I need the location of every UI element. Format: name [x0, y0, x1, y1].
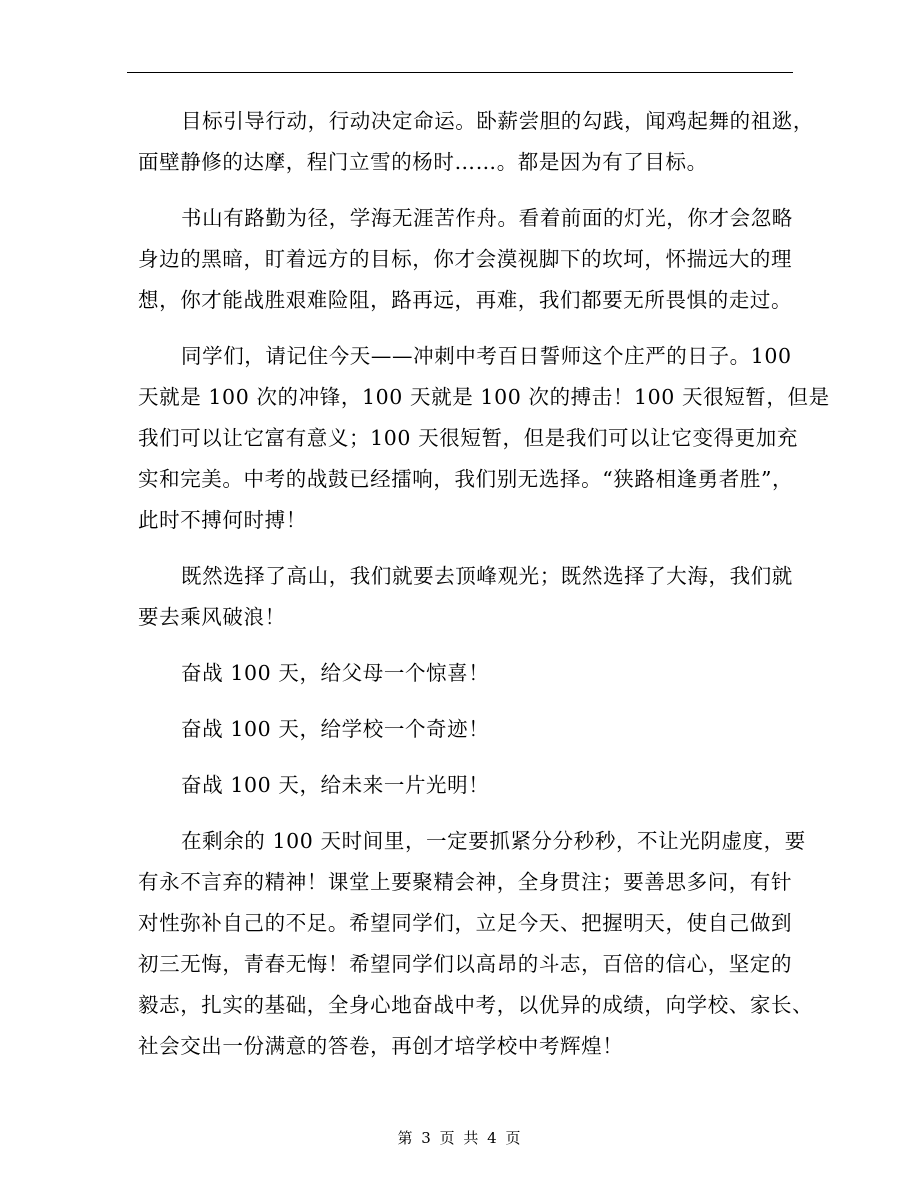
- text-line: 我们可以让它富有意义；100 天很短暂，但是我们可以让它变得更加充: [138, 426, 798, 450]
- header-rule: [127, 72, 793, 73]
- text-line: 在剩余的 100 天时间里，一定要抓紧分分秒秒，不让光阴虚度，要: [181, 829, 806, 853]
- text-line: 实和完美。中考的战鼓已经擂响，我们别无选择。“狭路相逢勇者胜”，: [138, 467, 794, 491]
- text-line: 初三无悔，青春无悔！希望同学们以高昂的斗志，百倍的信心，坚定的: [138, 952, 793, 976]
- page-number: 第 3 页 共 4 页: [397, 1129, 523, 1147]
- text-line: 奋战 100 天，给父母一个惊喜！: [181, 661, 490, 685]
- text-line: 毅志，扎实的基础，全身心地奋战中考，以优异的成绩，向学校、家长、: [138, 993, 814, 1017]
- text-line: 天就是 100 次的冲锋，100 天就是 100 次的搏击！100 天很短暂，但是: [138, 385, 830, 409]
- text-line: 同学们，请记住今天——冲刺中考百日誓师这个庄严的日子。100: [181, 344, 792, 368]
- text-line: 面壁静修的达摩，程门立雪的杨时……。都是因为有了目标。: [138, 150, 708, 174]
- text-line: 身边的黑暗，盯着远方的目标，你才会漠视脚下的坎坷，怀揣远大的理: [138, 247, 793, 271]
- text-line: 此时不搏何时搏！: [138, 508, 307, 532]
- text-line: 奋战 100 天，给学校一个奇迹！: [181, 717, 490, 741]
- text-line: 对性弥补自己的不足。希望同学们，立足今天、把握明天，使自己做到: [138, 911, 793, 935]
- text-line: 书山有路勤为径，学海无涯苦作舟。看着前面的灯光，你才会忽略: [181, 206, 793, 230]
- text-line: 目标引导行动，行动决定命运。卧薪尝胆的勾践，闻鸡起舞的祖逖，: [181, 109, 814, 133]
- text-line: 既然选择了高山，我们就要去顶峰观光；既然选择了大海，我们就: [181, 564, 793, 588]
- text-line: 想，你才能战胜艰难险阻，路再远，再难，我们都要无所畏惧的走过。: [138, 288, 793, 312]
- text-line: 社会交出一份满意的答卷，再创才培学校中考辉煌！: [138, 1034, 624, 1058]
- text-line: 奋战 100 天，给未来一片光明！: [181, 773, 490, 797]
- text-line: 有永不言弃的精神！课堂上要聚精会神，全身贯注；要善思多问，有针: [138, 870, 793, 894]
- text-line: 要去乘风破浪！: [138, 605, 286, 629]
